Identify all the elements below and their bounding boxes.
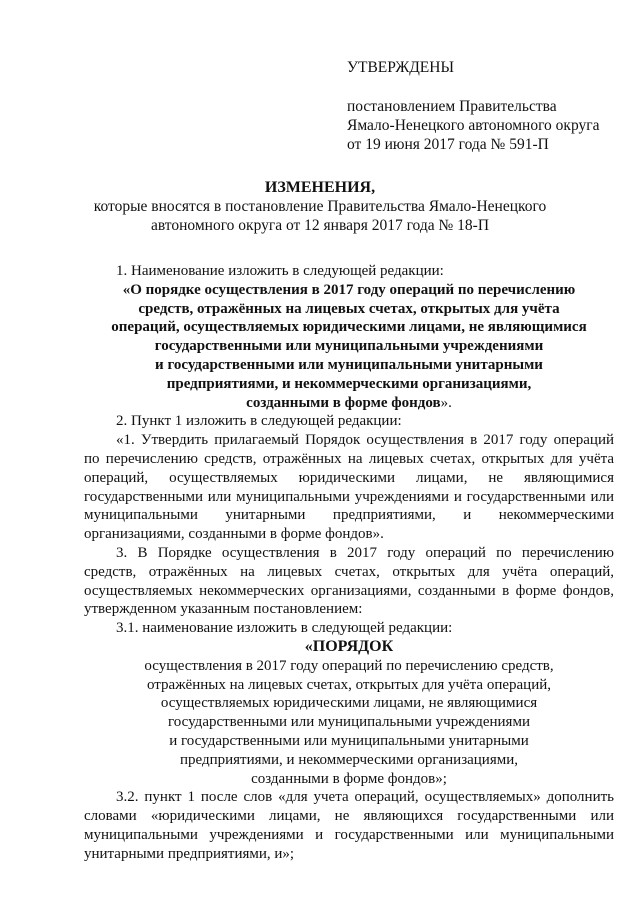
order-line: и государственными или муниципальными унитарными: [169, 732, 529, 749]
approval-line-1: постановлением Правительства: [347, 98, 557, 115]
item-3-2-line: 3.2. пункт 1 после слов «для учета операций, осуществляемых» дополнить: [116, 789, 614, 806]
item-3-2-line: унитарными предприятиями, и»;: [84, 845, 295, 862]
item-3-line: утвержденном указанным постановлением:: [84, 601, 363, 618]
item-1-last-line: [84, 394, 614, 413]
item-1: [84, 262, 614, 864]
order-line: государственными или муниципальными учреждениями: [168, 714, 530, 731]
approval-heading: УТВЕРЖДЕНЫ: [347, 59, 454, 76]
order-line: отражённых на лицевых счетах, открытых для учёта операций,: [147, 676, 551, 693]
item-3-2-line: словами «юридическими лицами, не являющихся государственными или: [84, 808, 614, 825]
item-3-line: осуществляемых некоммерческих организациями, созданными в форме фондов,: [84, 582, 614, 599]
order-line: осуществления в 2017 году операций по перечислению средств,: [144, 657, 554, 674]
item-2-line: «1. Утвердить прилагаемый Порядок осуществления в 2017 году операций: [116, 432, 614, 449]
item-2-intro: 2. Пункт 1 изложить в следующей редакции:: [116, 413, 402, 430]
item-1-bold-line: государственными или муниципальными учреждениями: [154, 338, 544, 355]
item-2-line: организациями, созданными в форме фондов».: [84, 526, 384, 543]
item-2-line: по перечислению средств, отражённых на лицевых счетах, открытых для учёта: [84, 450, 614, 467]
item-3-line: 3. В Порядке осуществления в 2017 году операций по перечислению: [116, 544, 614, 561]
approval-line-3: от 19 июня 2017 года № 591-П: [347, 136, 549, 153]
order-line: предприятиями, и некоммерческими организациями,: [179, 751, 519, 768]
item-2-line: муниципальными унитарными предприятиями, и некоммерческими: [84, 507, 614, 524]
item-1-bold-line: «О порядке осуществления в 2017 году операций по перечислению: [122, 281, 576, 298]
document-subtitle-line-1: которые вносятся в постановление Правительства Ямало-Ненецкого: [93, 198, 547, 215]
item-2-line: государственными или муниципальными учреждениями и государственными или: [84, 488, 614, 505]
approval-line-2: Ямало-Ненецкого автономного округа: [347, 117, 600, 134]
item-3-2-line: муниципальными учреждениями и государственными или муниципальными: [84, 826, 614, 843]
item-3-1-intro: 3.1. наименование изложить в следующей редакции:: [116, 620, 453, 637]
document-subtitle-line-2: автономного округа от 12 января 2017 года № 18-П: [150, 217, 490, 234]
item-2-line: операций, осуществляемых юридическими лицами, не являющимися: [84, 469, 614, 486]
document-title: ИЗМЕНЕНИЯ,: [264, 179, 376, 196]
item-3-line: средств, отражённых на лицевых счетах, открытых для учёта операций,: [84, 563, 614, 580]
order-line: созданными в форме фондов»;: [251, 770, 447, 787]
item-1-intro: 1. Наименование изложить в следующей редакции:: [116, 263, 444, 279]
order-heading: «ПОРЯДОК: [304, 637, 394, 655]
item-1-bold-line: созданными в форме фондов: [246, 394, 441, 411]
item-1-closing: ».: [440, 394, 452, 411]
item-1-bold-line: предприятиями, и некоммерческими организациями,: [166, 375, 532, 392]
item-1-bold-line: средств, отражённых на лицевых счетах, открытых для учёта: [138, 300, 560, 317]
item-1-bold-line: и государственными или муниципальными унитарными: [155, 356, 543, 373]
order-line: осуществляемых юридическими лицами, не являющимися: [160, 695, 538, 712]
item-1-bold-line: операций, осуществляемых юридическими лицами, не являющимися: [111, 319, 587, 336]
